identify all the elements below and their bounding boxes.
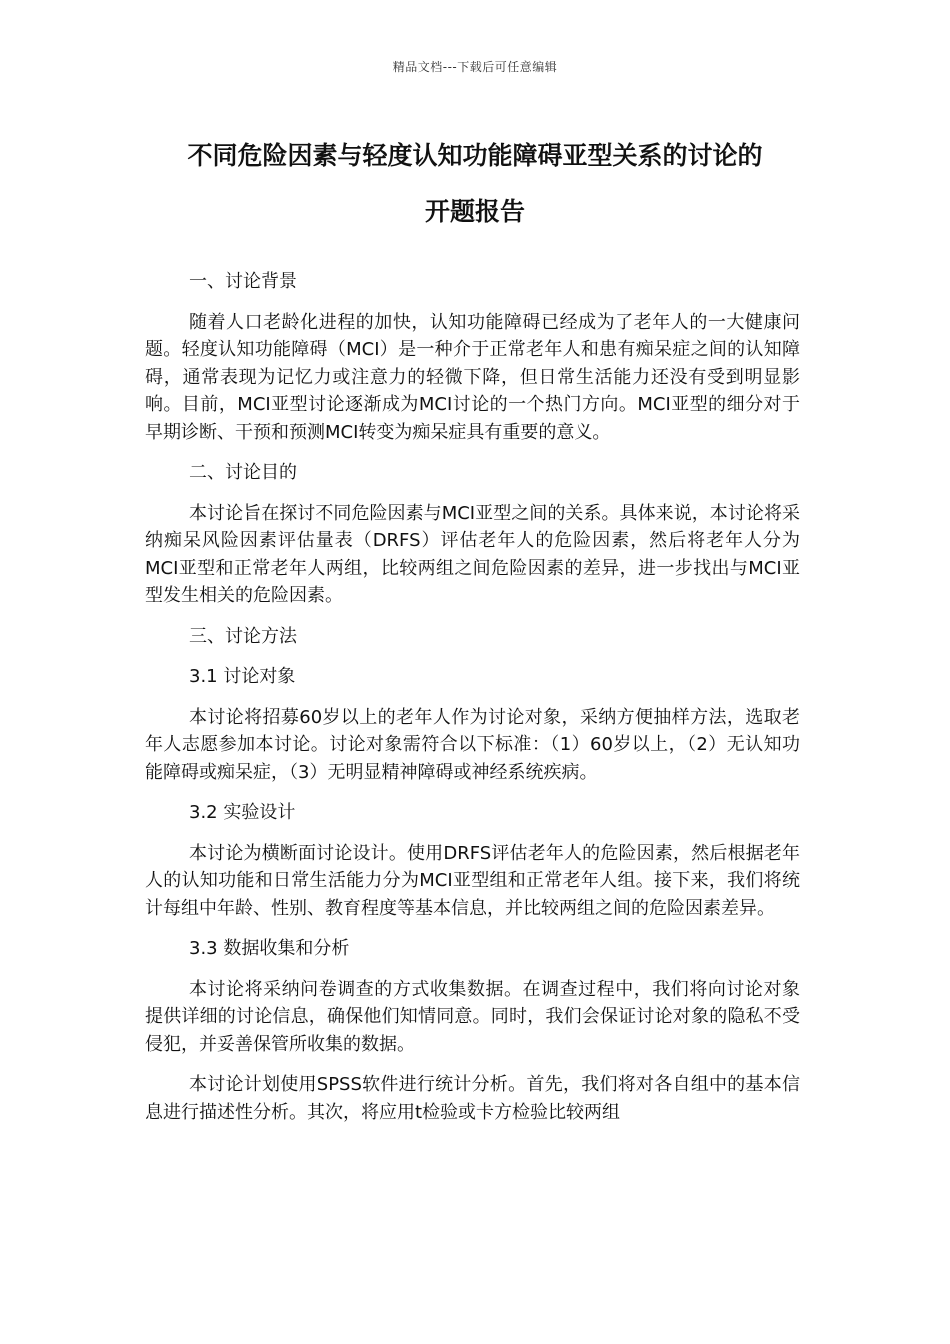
paragraph-data-analysis: 本讨论计划使用SPSS软件进行统计分析。首先，我们将对各自组中的基本信息进行描述性分析。其次，将应用t检验或卡方检验比较两组: [145, 1074, 800, 1123]
title-line-2: 开题报告: [424, 197, 525, 226]
document-title: [100, 128, 850, 240]
subsection-heading-design: 3.2 实验设计: [189, 802, 296, 823]
paragraph-data-collection: 本讨论将采纳问卷调查的方式收集数据。在调查过程中，我们将向讨论对象提供详细的讨论信息，确保他们知情同意。同时，我们会保证讨论对象的隐私不受侵犯，并妥善保管所收集的数据。: [145, 978, 800, 1055]
paragraph-design: 本讨论为横断面讨论设计。使用DRFS评估老年人的危险因素，然后根据老年人的认知功能和日常生活能力分为MCI亚型组和正常老年人组。接下来，我们将统计每组中年龄、性别、教育程度等基本信息，并比较两组之间的危险因素差异。: [145, 842, 800, 919]
section-heading-methods: 三、讨论方法: [189, 625, 297, 647]
title-line-1: 不同危险因素与轻度认知功能障碍亚型关系的讨论的: [187, 141, 763, 170]
section-heading-purpose: 二、讨论目的: [189, 462, 297, 483]
paragraph-subjects: 本讨论将招募60岁以上的老年人作为讨论对象，采纳方便抽样方法，选取老年人志愿参加本讨论。讨论对象需符合以下标准：（1）60岁以上，（2）无认知功能障碍或痴呆症，（3）无明显精神障碍或神经系统疾病。: [145, 706, 800, 783]
paragraph-background: 随着人口老龄化进程的加快，认知功能障碍已经成为了老年人的一大健康问题。轻度认知功能障碍（MCI）是一种介于正常老年人和患有痴呆症之间的认知障碍，通常表现为记忆力或注意力的轻微下降，但日常生活能力还没有受到明显影响。目前，MCI亚型讨论逐渐成为MCI讨论的一个热门方向。MCI亚型的细分对于早期诊断、干预和预测MCI转变为痴呆症具有重要的意义。: [145, 311, 800, 443]
subsection-heading-data: 3.3 数据收集和分析: [189, 938, 350, 959]
subsection-heading-subjects: 3.1 讨论对象: [189, 666, 296, 687]
paragraph-purpose: 本讨论旨在探讨不同危险因素与MCI亚型之间的关系。具体来说，本讨论将采纳痴呆风险因素评估量表（DRFS）评估老年人的危险因素，然后将老年人分为MCI亚型和正常老年人两组，比较两组之间危险因素的差异，进一步找出与MCI亚型发生相关的危险因素。: [145, 502, 800, 606]
page-header: 精品文档---下载后可任意编辑: [392, 60, 558, 74]
section-heading-background: 一、讨论背景: [189, 271, 297, 292]
document-body: [145, 268, 800, 1139]
